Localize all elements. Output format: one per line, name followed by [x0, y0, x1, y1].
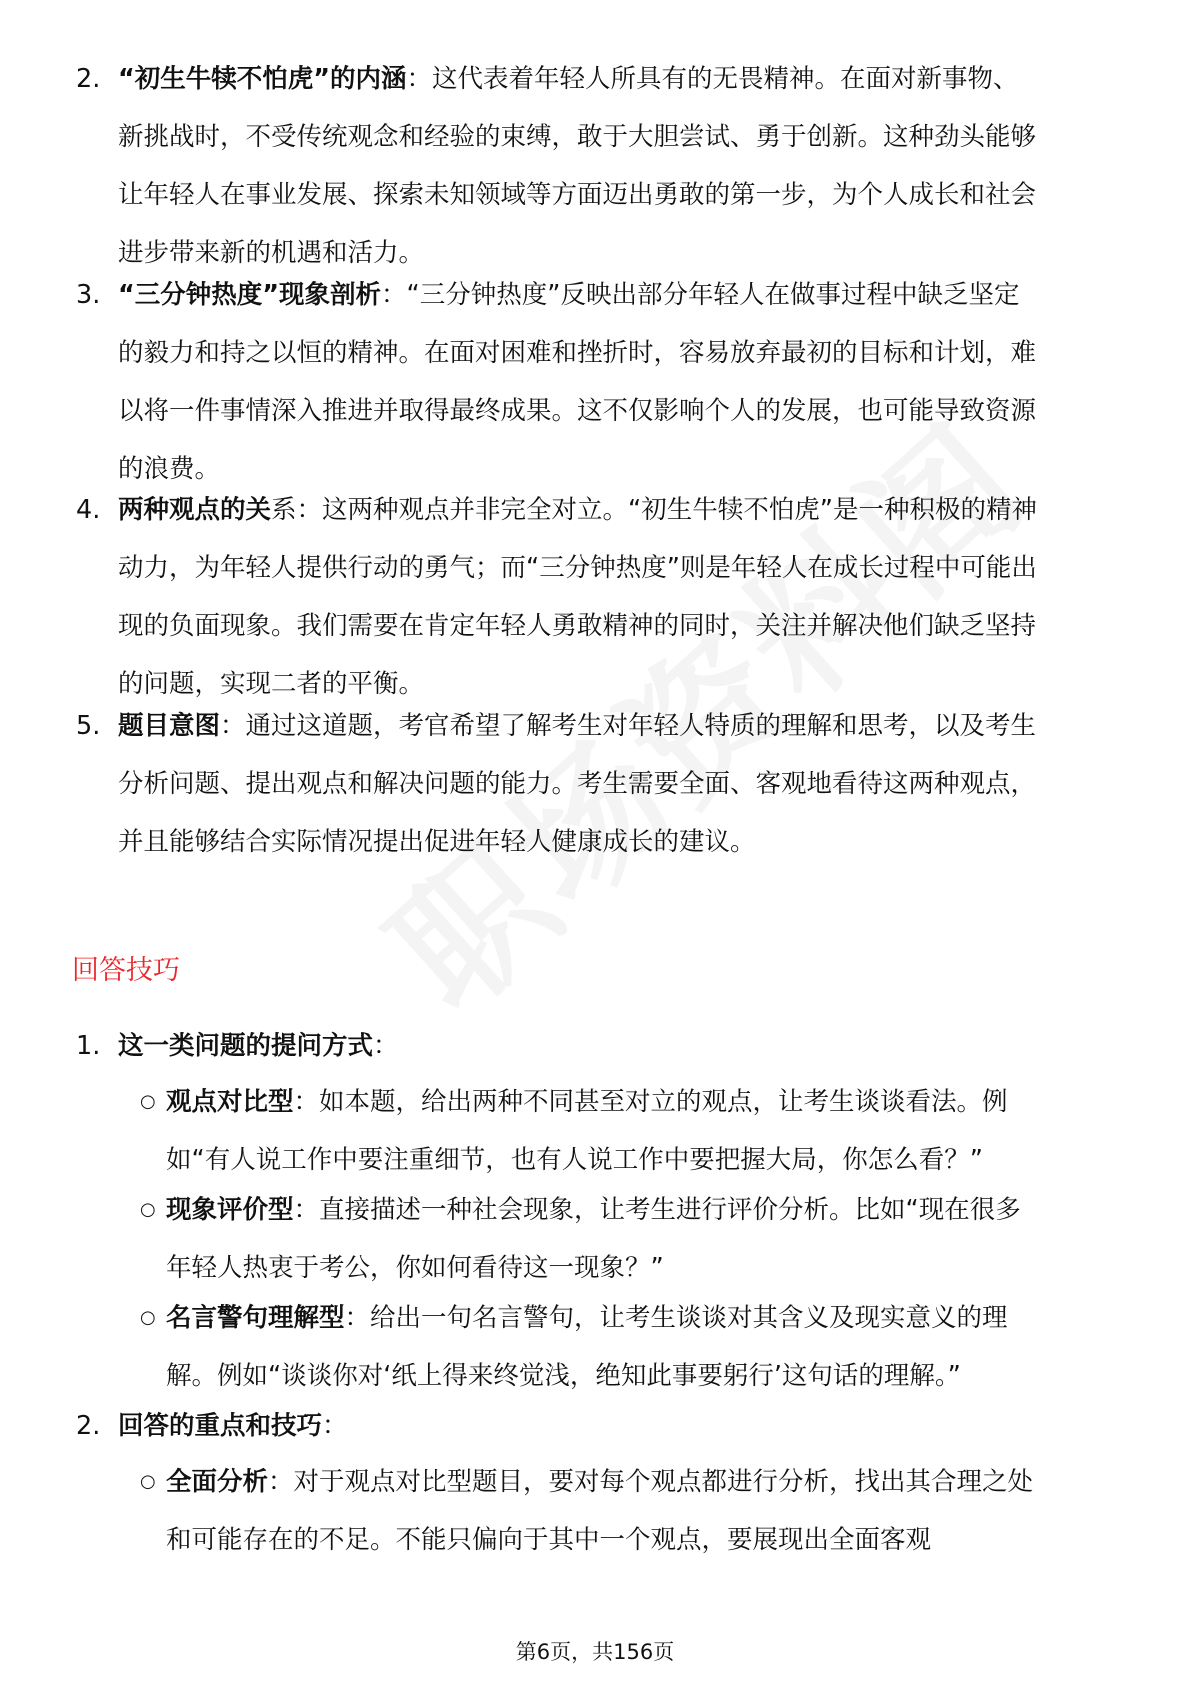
bullet-body: 给出一句名言警句，让考生谈谈对其含义及现实意义的理解。例如“谈谈你对‘纸上得来终觉浅，绝知此事要躬行’这句话的理解。”	[166, 1303, 1008, 1391]
item-title: 题目意图	[118, 711, 221, 741]
bullet-icon: ○	[140, 1307, 156, 1328]
list-item: 1. 这一类问题的提问方式：	[118, 1017, 1038, 1075]
section-heading: 回答技巧	[72, 955, 180, 986]
list-number: 2.	[76, 1411, 101, 1441]
item-title: “初生牛犊不怕虎”的内涵	[118, 64, 407, 94]
bullet-title: 观点对比型	[166, 1087, 294, 1117]
item-body: “三分钟热度”反映出部分年轻人在做事过程中缺乏坚定的毅力和持之以恒的精神。在面对困难和挫折时，容易放弃最初的目标和计划，难以将一件事情深入推进并取得最终成果。这不仅影响个人的发展，也可能导致资源的浪费。	[118, 280, 1037, 484]
item-body: 这两种观点并非完全对立。“初生牛犊不怕虎”是一种积极的精神动力，为年轻人提供行动的勇气；而“三分钟热度”则是年轻人在成长过程中可能出现的负面现象。我们需要在肯定年轻人勇敢精神的同时，关注并解决他们缺乏坚持的问题，实现二者的平衡。	[118, 495, 1037, 699]
item-title: 两种观点的关	[118, 495, 272, 525]
bullet-title: 全面分析	[166, 1467, 269, 1497]
list-item: 3. “三分钟热度”现象剖析：“三分钟热度”反映出部分年轻人在做事过程中缺乏坚定的毅力和持之以恒的精神。在面对困难和挫折时，容易放弃最初的目标和计划，难以将一件事情深入推进并取得最终成果。这不仅影响个人的发展，也可能导致资源的浪费。	[118, 266, 1038, 498]
bullet-body: 对于观点对比型题目，要对每个观点都进行分析，找出其合理之处和可能存在的不足。不能只偏向于其中一个观点，要展现出全面客观	[166, 1467, 1034, 1555]
bullet-body: 如本题，给出两种不同甚至对立的观点，让考生谈谈看法。例如“有人说工作中要注重细节，也有人说工作中要把握大局，你怎么看？”	[166, 1087, 1008, 1175]
list-number: 4.	[76, 495, 101, 525]
bullet-title: 现象评价型	[166, 1195, 294, 1225]
bullet-body: 直接描述一种社会现象，让考生进行评价分析。比如“现在很多年轻人热衷于考公，你如何看待这一现象？”	[166, 1195, 1021, 1283]
bullet-icon: ○	[140, 1091, 156, 1112]
list-number: 3.	[76, 280, 101, 310]
bullet-item: ○ 现象评价型：直接描述一种社会现象，让考生进行评价分析。比如“现在很多年轻人热衷于考公，你如何看待这一现象？”	[166, 1181, 1046, 1297]
item-body: 这代表着年轻人所具有的无畏精神。在面对新事物、新挑战时，不受传统观念和经验的束缚，敢于大胆尝试、勇于创新。这种劲头能够让年轻人在事业发展、探索未知领域等方面迈出勇敢的第一步，为个人成长和社会进步带来新的机遇和活力。	[118, 64, 1037, 268]
list-number: 2.	[76, 64, 101, 94]
bullet-item: ○ 全面分析：对于观点对比型题目，要对每个观点都进行分析，找出其合理之处和可能存在的不足。不能只偏向于其中一个观点，要展现出全面客观	[166, 1453, 1046, 1569]
list-item: 2. “初生牛犊不怕虎”的内涵：这代表着年轻人所具有的无畏精神。在面对新事物、新挑战时，不受传统观念和经验的束缚，敢于大胆尝试、勇于创新。这种劲头能够让年轻人在事业发展、探索未知领域等方面迈出勇敢的第一步，为个人成长和社会进步带来新的机遇和活力。	[118, 50, 1038, 282]
list-item: 5. 题目意图：通过这道题，考官希望了解考生对年轻人特质的理解和思考，以及考生分析问题、提出观点和解决问题的能力。考生需要全面、客观地看待这两种观点，并且能够结合实际情况提出促进年轻人健康成长的建议。	[118, 697, 1038, 871]
item-body: 通过这道题，考官希望了解考生对年轻人特质的理解和思考，以及考生分析问题、提出观点和解决问题的能力。考生需要全面、客观地看待这两种观点，并且能够结合实际情况提出促进年轻人健康成长的建议。	[118, 711, 1037, 857]
bullet-icon: ○	[140, 1471, 156, 1492]
bullet-item: ○ 观点对比型：如本题，给出两种不同甚至对立的观点，让考生谈谈看法。例如“有人说工作中要注重细节，也有人说工作中要把握大局，你怎么看？”	[166, 1073, 1046, 1189]
page-footer: 第6页，共156页	[515, 1640, 675, 1664]
list-item: 4. 两种观点的关系：这两种观点并非完全对立。“初生牛犊不怕虎”是一种积极的精神动力，为年轻人提供行动的勇气；而“三分钟热度”则是年轻人在成长过程中可能出现的负面现象。我们需要在肯定年轻人勇敢精神的同时，关注并解决他们缺乏坚持的问题，实现二者的平衡。	[118, 481, 1038, 713]
item-title: 回答的重点和技巧	[118, 1411, 323, 1441]
item-title: “三分钟热度”现象剖析	[118, 280, 382, 310]
bullet-title: 名言警句理解型	[166, 1303, 345, 1333]
item-title: 这一类问题的提问方式	[118, 1031, 374, 1061]
list-item: 2. 回答的重点和技巧：	[118, 1397, 1038, 1455]
list-number: 5.	[76, 711, 101, 741]
list-number: 1.	[76, 1031, 101, 1061]
bullet-item: ○ 名言警句理解型：给出一句名言警句，让考生谈谈对其含义及现实意义的理解。例如“谈谈你对‘纸上得来终觉浅，绝知此事要躬行’这句话的理解。”	[166, 1289, 1046, 1405]
bullet-icon: ○	[140, 1199, 156, 1220]
